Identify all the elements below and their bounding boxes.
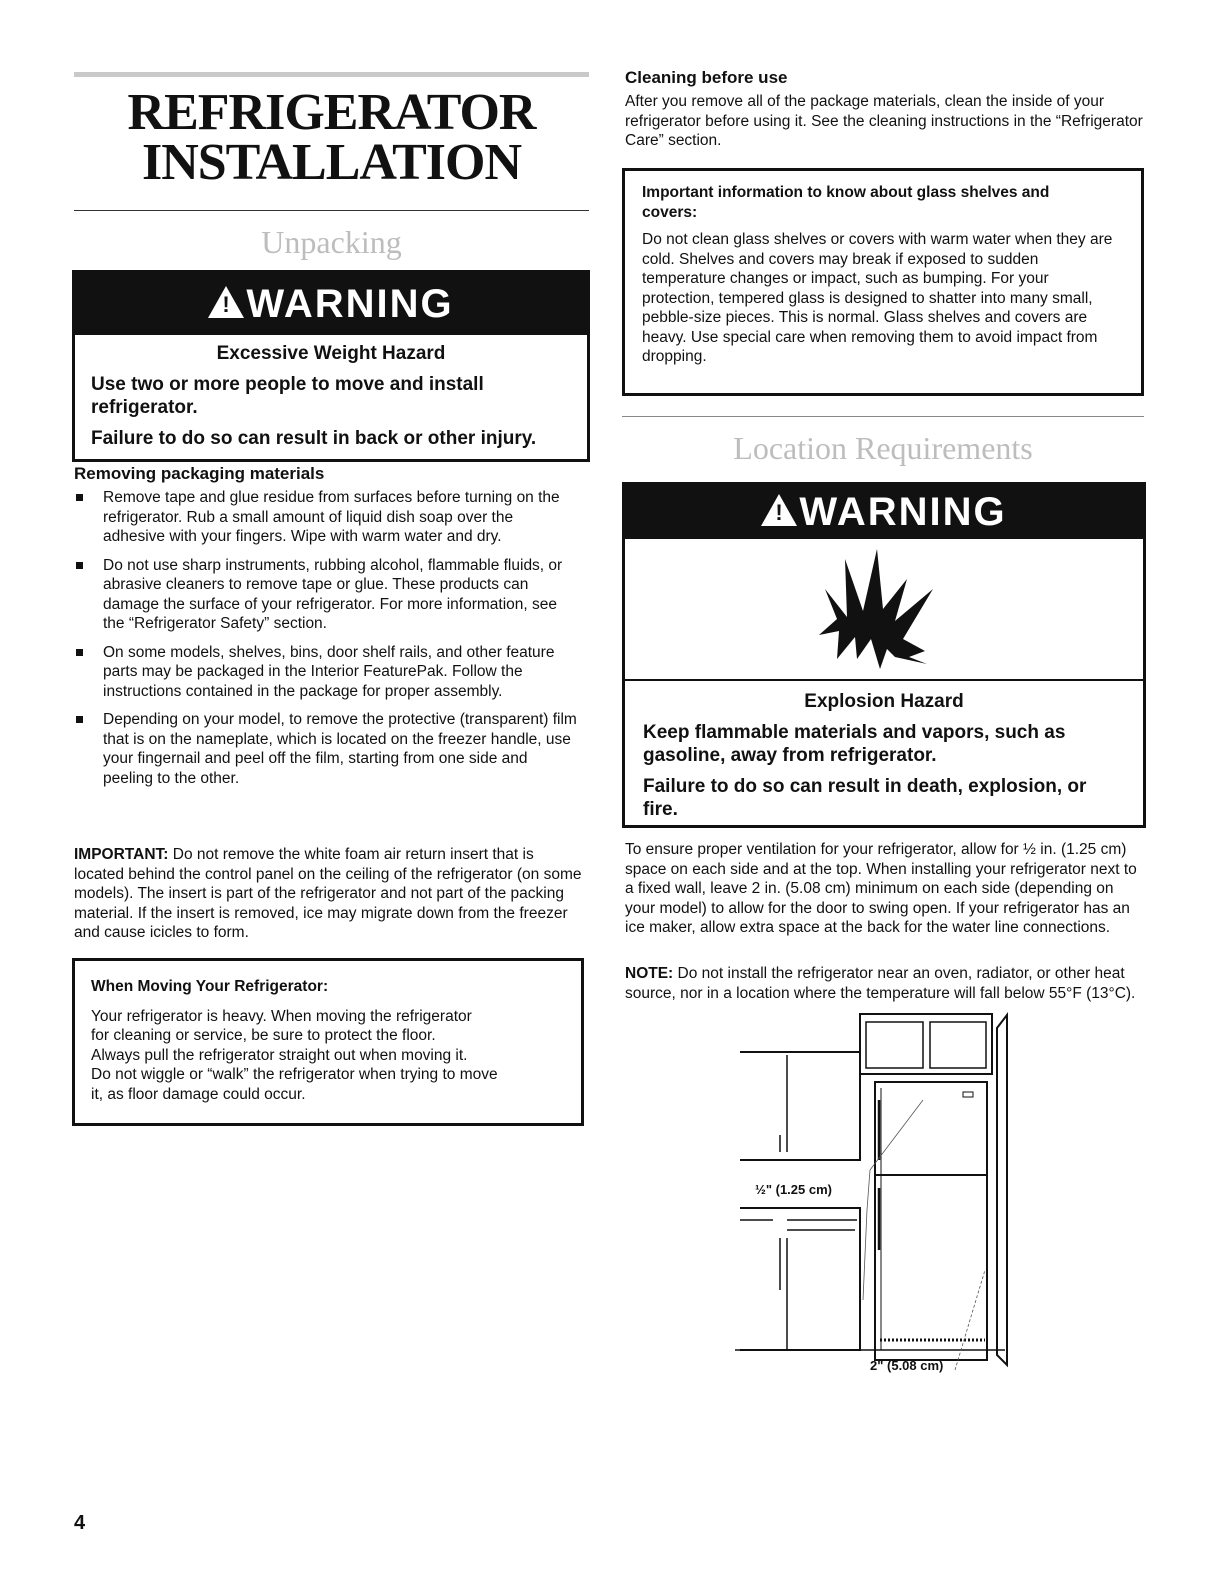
warning-label: WARNING <box>799 489 1007 534</box>
list-item: Remove tape and glue residue from surfaces before turning on the refrigerator. Rub a small amount of liquid dish soap over the adhesive with your fingers. Wipe with warm water and dry. <box>74 488 579 547</box>
moving-note-title: When Moving Your Refrigerator: <box>91 978 329 995</box>
hazard-title: Explosion Hazard <box>804 691 964 712</box>
moving-line: Do not wiggle or “walk” the refrigerator when trying to move <box>91 1066 498 1083</box>
moving-line: Always pull the refrigerator straight out when moving it. <box>91 1046 468 1064</box>
list-item: Do not use sharp instruments, rubbing alcohol, flammable fluids, or abrasive cleaners to remove tape or glue. These products can damage the surface of your refrigerator. For more information, see the “Refrigerator Safety” section. <box>74 556 579 634</box>
important-text: Do not remove the white foam air return insert that is located behind the control panel on the ceiling of the refrigerator (on some models). The insert is part of the refrigerator and not part of the packing material. If the insert is removed, ice may migrate down from the freezer and cause icicles to form. <box>74 846 582 941</box>
side-gap-label: 2" (5.08 cm) <box>870 1358 944 1373</box>
title-line-2: INSTALLATION <box>141 134 522 191</box>
warning-triangle-icon: ! <box>761 494 797 526</box>
removing-list <box>74 488 579 797</box>
top-gap-label: ½" (1.25 cm) <box>755 1182 832 1197</box>
warning-banner <box>625 485 1143 539</box>
note-label: NOTE: <box>625 965 674 982</box>
glass-note-title: Important information to know about glass shelves and covers: <box>642 184 1050 221</box>
weight-warning-box <box>72 270 590 462</box>
important-paragraph <box>74 845 586 943</box>
moving-line: it, as floor damage could occur. <box>91 1085 306 1103</box>
title-line-1: REFRIGERATOR <box>127 84 536 141</box>
glass-note-box <box>622 168 1144 396</box>
moving-line: for cleaning or service, be sure to protect the floor. <box>91 1027 436 1044</box>
hazard-consequence: Failure to do so can result in back or other injury. <box>91 428 537 449</box>
page-number: 4 <box>74 1512 86 1534</box>
unpacking-heading: Unpacking <box>261 224 402 260</box>
hazard-instruction: Keep flammable materials and vapors, such as gasoline, away from refrigerator. <box>643 722 1066 766</box>
hazard-consequence: Failure to do so can result in death, explosion, or fire. <box>643 776 1087 820</box>
note-paragraph <box>625 964 1145 1003</box>
section-divider <box>622 416 1144 417</box>
hazard-title: Excessive Weight Hazard <box>216 343 446 364</box>
note-text: Do not install the refrigerator near an oven, radiator, or other heat source, nor in a location where the temperature will fall below 55°F (13°C). <box>625 965 1136 1002</box>
explosion-graphic-area <box>625 539 1143 681</box>
cleaning-heading: Cleaning before use <box>625 68 788 87</box>
important-label: IMPORTANT: <box>74 846 169 863</box>
list-item: On some models, shelves, bins, door shelf rails, and other feature parts may be packaged in the Interior FeaturePak. Follow the instructions contained in the package for proper assembly. <box>74 643 579 702</box>
list-item: Depending on your model, to remove the protective (transparent) film that is on the nameplate, which is located on the freezer handle, use your fingernail and peel off the film, starting from one side and peeling to the other. <box>74 710 579 788</box>
warning-label: WARNING <box>246 281 454 326</box>
clearance-diagram <box>735 1010 1035 1385</box>
section-divider <box>74 210 589 211</box>
glass-note-text: Do not clean glass shelves or covers with warm water when they are cold. Shelves and covers may break if exposed to sudden temperature changes or impact, such as bumping. For your protection, tempered glass is designed to shatter into many small, pebble-size pieces. This is normal. Glass shelves and covers are heavy. Use special care when removing them to avoid impact from dropping. <box>642 231 1113 365</box>
warning-triangle-icon: ! <box>208 286 244 318</box>
moving-note-box <box>72 958 584 1126</box>
location-heading: Location Requirements <box>733 430 1033 466</box>
ventilation-text: To ensure proper ventilation for your refrigerator, allow for ½ in. (1.25 cm) space on each side and at the top. When installing your refrigerator next to a fixed wall, leave 2 in. (5.08 cm) minimum on each side (depending on your model) to allow for the door to swing open. If your refrigerator has an ice maker, allow extra space at the back for the water line connections. <box>625 841 1137 936</box>
hazard-instruction: Use two or more people to move and install refrigerator. <box>91 374 484 418</box>
explosion-warning-box <box>622 482 1146 828</box>
moving-line: Your refrigerator is heavy. When moving the refrigerator <box>91 1007 472 1025</box>
explosion-icon <box>625 539 1143 679</box>
removing-heading: Removing packaging materials <box>74 464 325 483</box>
warning-banner <box>75 273 587 335</box>
title-decor-bar <box>74 72 589 77</box>
cleaning-text: After you remove all of the package materials, clean the inside of your refrigerator before using it. See the cleaning instructions in the “Refrigerator Care” section. <box>625 93 1143 149</box>
page-title <box>74 84 589 191</box>
